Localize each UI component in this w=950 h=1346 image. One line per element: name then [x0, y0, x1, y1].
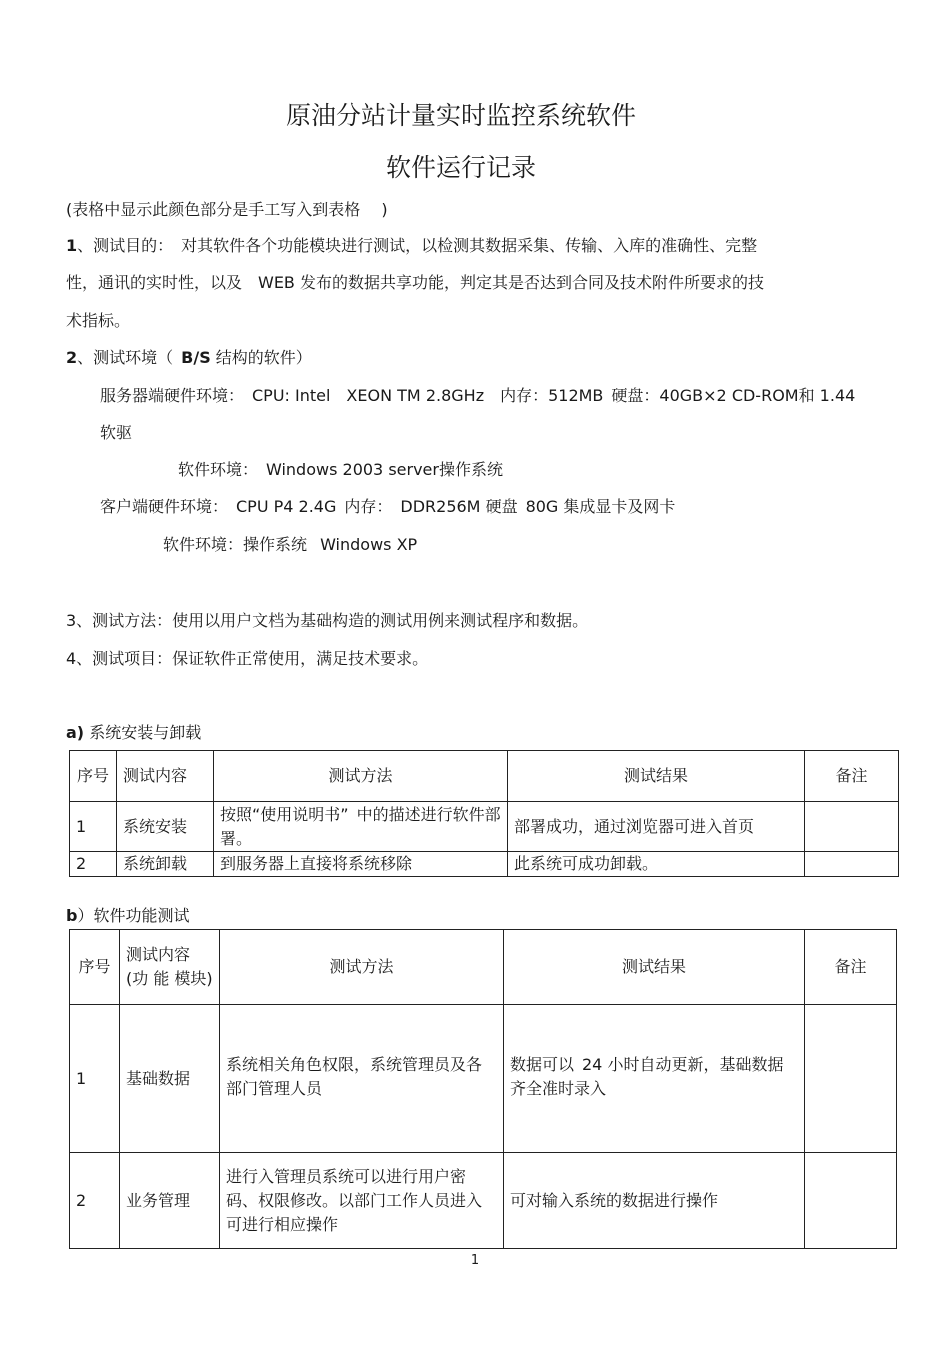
table-b-caption: [66, 906, 189, 926]
cell-no: 2: [70, 1153, 120, 1249]
section2-heading-pre: 、测试环境（: [77, 348, 182, 367]
section1-text: 、测试目的： 对其软件各个功能模块进行测试，以检测其数据采集、传输、入库的准确性、完整: [77, 236, 758, 255]
cell-result: 部署成功，通过浏览器可进入首页: [508, 802, 805, 852]
cell-no: 1: [70, 1005, 120, 1153]
section1-number: 1: [66, 236, 78, 255]
table-row: [70, 852, 899, 877]
header-content: 测试内容 (功 能 模块): [120, 930, 220, 1005]
table-b-label: ）软件功能测试: [77, 906, 190, 925]
cell-content: 基础数据: [120, 1005, 220, 1153]
section2-heading: [66, 348, 312, 368]
server-hardware-cont: 软驱: [100, 423, 133, 442]
cell-content: 系统卸载: [117, 852, 214, 877]
header-no: 序号: [70, 930, 120, 1005]
cell-method: 系统相关角色权限，系统管理员及各部门管理人员: [220, 1005, 504, 1153]
section2-heading-bold: B/S: [181, 348, 211, 367]
section3-text: 3、测试方法：使用以用户文档为基础构造的测试用例来测试程序和数据。: [66, 611, 589, 630]
table-row: [70, 1005, 897, 1153]
section4-text: 4、测试项目：保证软件正常使用，满足技术要求。: [66, 649, 429, 668]
cell-no: 2: [70, 852, 117, 877]
header-result: 测试结果: [504, 930, 805, 1005]
page-number: 1: [470, 1253, 480, 1268]
section2-heading-post: 结构的软件）: [210, 348, 312, 367]
install-table: [69, 750, 899, 877]
cell-no: 1: [70, 802, 117, 852]
server-hardware: 服务器端硬件环境： CPU: Intel XEON TM 2.8GHz 内存：512MB 硬盘：40GB×2 CD-ROM和 1.44: [100, 386, 856, 405]
cell-note: [805, 1005, 897, 1153]
cell-result: 可对输入系统的数据进行操作: [504, 1153, 805, 1249]
function-table: [69, 929, 897, 1249]
cell-note: [805, 852, 899, 877]
table-row: [70, 1153, 897, 1249]
table-a-caption: [66, 723, 201, 743]
table-header-row: [70, 930, 897, 1005]
table-a-letter: a): [66, 723, 85, 742]
table-row: [70, 802, 899, 852]
header-no: 序号: [70, 751, 117, 802]
table-a-label: 系统安装与卸载: [84, 723, 202, 742]
cell-content: 业务管理: [120, 1153, 220, 1249]
cell-result: 此系统可成功卸载。: [508, 852, 805, 877]
header-note: 备注: [805, 930, 897, 1005]
page-subtitle: 软件运行记录: [385, 153, 536, 182]
page-title: 原油分站计量实时监控系统软件: [285, 101, 636, 130]
note-text: (表格中显示此颜色部分是手工写入到表格 ): [66, 200, 388, 219]
cell-note: [805, 1153, 897, 1249]
cell-note: [805, 802, 899, 852]
header-method: 测试方法: [214, 751, 508, 802]
cell-method: 进行入管理员系统可以进行用户密码、权限修改。以部门工作人员进入可进行相应操作: [220, 1153, 504, 1249]
server-software: 软件环境： Windows 2003 server操作系统: [178, 460, 503, 479]
header-result: 测试结果: [508, 751, 805, 802]
table-header-row: [70, 751, 899, 802]
section1-line3: 术指标。: [66, 311, 131, 330]
header-note: 备注: [805, 751, 899, 802]
client-hardware: 客户端硬件环境： CPU P4 2.4G 内存： DDR256M 硬盘 80G 集成显卡及网卡: [100, 497, 676, 516]
cell-method: 按照“使用说明书” 中的描述进行软件部署。: [214, 802, 508, 852]
cell-result: 数据可以 24 小时自动更新，基础数据齐全准时录入: [504, 1005, 805, 1153]
header-content: 测试内容: [117, 751, 214, 802]
cell-method: 到服务器上直接将系统移除: [214, 852, 508, 877]
header-method: 测试方法: [220, 930, 504, 1005]
table-b-letter: b: [66, 906, 78, 925]
section2-number: 2: [66, 348, 78, 367]
section1-line2: 性，通讯的实时性，以及 WEB 发布的数据共享功能，判定其是否达到合同及技术附件所要求的技: [66, 273, 764, 292]
client-software: 软件环境：操作系统 Windows XP: [163, 535, 418, 554]
section1-line1: [66, 236, 757, 256]
cell-content: 系统安装: [117, 802, 214, 852]
